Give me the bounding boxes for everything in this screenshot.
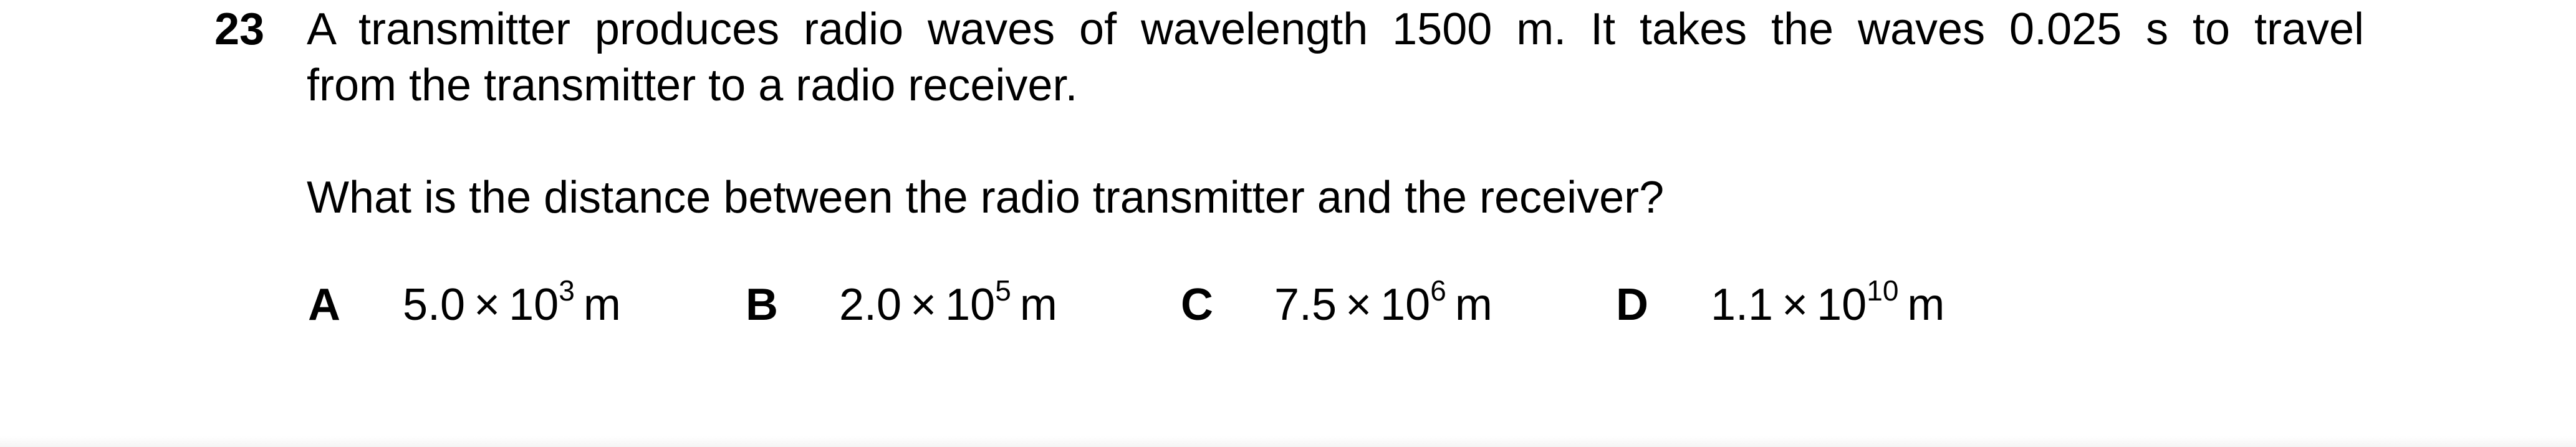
option-d-letter[interactable]: D (1616, 280, 1648, 330)
option-b-times: × (910, 280, 937, 330)
option-d-exponent: 10 (1867, 274, 1899, 307)
option-c-letter[interactable]: C (1181, 280, 1213, 330)
option-c-base: 10 (1380, 280, 1431, 330)
question-stem (307, 1, 2364, 113)
option-d-unit: m (1907, 280, 1945, 330)
option-a-unit: m (583, 280, 621, 330)
option-b-base: 10 (945, 280, 996, 330)
option-b-unit: m (1019, 280, 1057, 330)
option-d-value[interactable] (1711, 274, 1945, 333)
question-stem-line-2: from the transmitter to a radio receiver. (307, 60, 1078, 110)
option-a-value[interactable] (403, 274, 621, 333)
option-c-value[interactable] (1274, 274, 1492, 333)
option-b-value[interactable] (839, 274, 1057, 333)
option-b-exponent: 5 (995, 274, 1011, 307)
option-a-mantissa: 5.0 (403, 280, 466, 330)
option-c-unit: m (1454, 280, 1492, 330)
question-stem-line-1: A transmitter produces radio waves of wavelength 1500 m. It takes the waves 0.025 s to travel (307, 4, 2364, 54)
option-a-base: 10 (509, 280, 559, 330)
option-a-letter[interactable]: A (308, 280, 340, 330)
option-c-times: × (1345, 280, 1372, 330)
option-a-times: × (474, 280, 501, 330)
option-c-exponent: 6 (1430, 274, 1446, 307)
question-number: 23 (214, 4, 265, 54)
question-prompt: What is the distance between the radio transmitter and the receiver? (307, 173, 1665, 223)
option-d-base: 10 (1817, 280, 1867, 330)
option-d-times: × (1782, 280, 1809, 330)
page-bottom-edge (0, 436, 2576, 447)
option-d-mantissa: 1.1 (1711, 280, 1774, 330)
option-c-mantissa: 7.5 (1274, 280, 1337, 330)
option-a-exponent: 3 (559, 274, 575, 307)
option-b-letter[interactable]: B (746, 280, 778, 330)
option-b-mantissa: 2.0 (839, 280, 902, 330)
